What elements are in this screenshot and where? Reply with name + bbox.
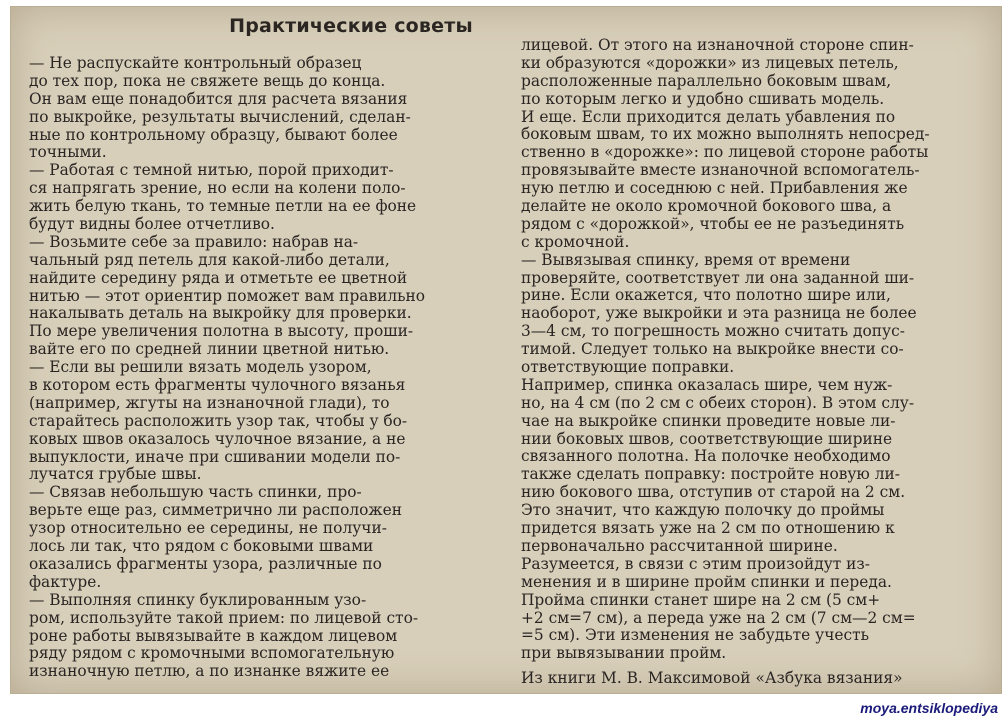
text-line: оказались фрагменты узора, различные по xyxy=(29,554,382,573)
text-line: нию бокового шва, отступив от старой на 2 см. xyxy=(521,483,906,502)
text-line: связанного полотна. На полочке необходимо xyxy=(521,447,891,466)
text-line: по которым легко и удобно сшивать модель. xyxy=(521,89,885,108)
text-line: делайте не около кромочной бокового шва, а xyxy=(521,197,892,216)
article-title: Практические советы xyxy=(229,15,473,37)
text-line: выпуклости, иначе при сшивании модели по- xyxy=(29,447,401,466)
text-line: придется вязать уже на 2 см по отношению к xyxy=(521,519,895,538)
text-line: И еще. Если приходится делать убавления по xyxy=(521,107,896,126)
text-line: нии боковых швов, соответствующие ширине xyxy=(521,429,893,448)
text-line: наоборот, уже выкройки и эта разница не более xyxy=(521,304,917,323)
text-line: Разумеется, в связи с этим произойдут из- xyxy=(521,554,871,573)
text-line: ки образуются «дорожки» из лицевых петель, xyxy=(521,53,899,72)
text-line: жить белую ткань, то темные петли на ее фоне xyxy=(29,197,417,216)
text-line: ные по контрольному образцу, бывают более xyxy=(29,125,398,144)
text-line: при вывязывании пройм. xyxy=(521,644,727,663)
text-line: +2 см=7 см), а переда уже на 2 см (7 см—2 см= xyxy=(521,608,916,627)
text-line: — Выполняя спинку буклированным узо- xyxy=(29,590,367,609)
text-line: =5 см). Эти изменения не забудьте учесть xyxy=(521,626,869,645)
text-line: но, на 4 см (по 2 см с обеих сторон). В этом слу- xyxy=(521,393,915,412)
text-line: ственно в «дорожке»: по лицевой стороне работы xyxy=(521,143,929,162)
text-line: — Возьмите себе за правило: набрав на- xyxy=(29,232,359,251)
text-line: тимой. Следует только на выкройке внести со- xyxy=(521,340,904,359)
text-line: первоначально рассчитанной ширине. xyxy=(521,536,838,555)
text-line: — Если вы решили вязать модель узором, xyxy=(29,358,372,377)
newspaper-clipping xyxy=(10,6,1002,694)
source-citation: Из книги М. В. Максимовой «Азбука вязания» xyxy=(521,669,903,687)
text-line: узор относительно ее середины, не получи- xyxy=(29,519,387,538)
text-line: фактуре. xyxy=(29,572,102,591)
text-line: ковых швов оказалось чулочное вязание, а не xyxy=(29,429,406,448)
text-line: ную петлю и соседнюю с ней. Прибавления же xyxy=(521,179,908,198)
text-line: будут видны более отчетливо. xyxy=(29,215,275,234)
text-line: с кромочной. xyxy=(521,232,630,251)
text-line: Это значит, что каждую полочку до проймы xyxy=(521,501,885,520)
text-line: — Связав небольшую часть спинки, про- xyxy=(29,483,362,502)
text-line: найдите середину ряда и отметьте ее цветной xyxy=(29,268,408,287)
text-line: также сделать поправку: постройте новую ли- xyxy=(521,465,900,484)
text-line: изнаночную петлю, а по изнанке вяжите ее xyxy=(29,662,390,681)
text-line: ром, используйте такой прием: по лицевой сто- xyxy=(29,608,419,627)
text-line: по выкройке, результаты вычислений, сделан- xyxy=(29,107,411,126)
text-line: 3—4 см, то погрешность можно считать допус- xyxy=(521,322,905,341)
text-line: — Работая с темной нитью, порой приходит- xyxy=(29,161,394,180)
text-line: боковым швам, то их можно выполнять непосред- xyxy=(521,125,930,144)
text-line: проверяйте, соответствует ли она заданной ши- xyxy=(521,268,915,287)
text-line: расположенные параллельно боковым швам, xyxy=(521,71,892,90)
text-line: вайте его по средней линии цветной нитью. xyxy=(29,340,390,359)
text-line: верьте еще раз, симметрично ли расположен xyxy=(29,501,402,520)
text-line: лицевой. От этого на изнаночной стороне спин- xyxy=(521,36,914,54)
text-line: — Не распускайте контрольный образец xyxy=(29,54,362,72)
text-line: менения и в ширине пройм спинки и переда. xyxy=(521,572,892,591)
left-column xyxy=(29,55,496,681)
text-line: провязывайте вместе изнаночной вспомогатель- xyxy=(521,161,920,180)
text-line: точными. xyxy=(29,143,107,162)
text-line: ся напрягать зрение, но если на колени поло- xyxy=(29,179,406,198)
text-line: до тех пор, пока не свяжете вещь до конца. xyxy=(29,71,386,90)
text-line: лось ли так, что рядом с боковыми швами xyxy=(29,537,374,556)
text-line: роне работы вывязывайте в каждом лицевом xyxy=(29,626,398,645)
text-line: Например, спинка оказалась шире, чем нуж- xyxy=(521,375,893,394)
text-line: По мере увеличения полотна в высоту, проши- xyxy=(29,322,414,341)
right-column xyxy=(521,37,991,663)
site-watermark: moya.entsiklopediya xyxy=(860,700,998,716)
text-line: (например, жгуты на изнаночной глади), то xyxy=(29,393,390,412)
text-line: чальный ряд петель для какой-либо детали, xyxy=(29,250,390,269)
text-line: лучатся грубые швы. xyxy=(29,465,202,484)
text-line: — Вывязывая спинку, время от времени xyxy=(521,250,851,269)
text-line: накалывать деталь на выкройку для проверки. xyxy=(29,304,412,323)
text-line: в котором есть фрагменты чулочного вязанья xyxy=(29,376,406,395)
text-line: рядом с «дорожкой», чтобы ее не разъединять xyxy=(521,214,905,233)
text-line: чае на выкройке спинки проведите новые ли- xyxy=(521,411,896,430)
text-line: ответствующие поправки. xyxy=(521,358,735,377)
text-line: ряду рядом с кромочными вспомогательную xyxy=(29,644,395,663)
text-line: нитью — этот ориентир поможет вам правильно xyxy=(29,286,426,305)
text-line: Пройма спинки станет шире на 2 см (5 см+ xyxy=(521,590,881,609)
text-line: старайтесь расположить узор так, чтобы у бо- xyxy=(29,411,408,430)
text-line: рине. Если окажется, что полотно шире или, xyxy=(521,286,891,305)
text-line: Он вам еще понадобится для расчета вязания xyxy=(29,89,408,108)
